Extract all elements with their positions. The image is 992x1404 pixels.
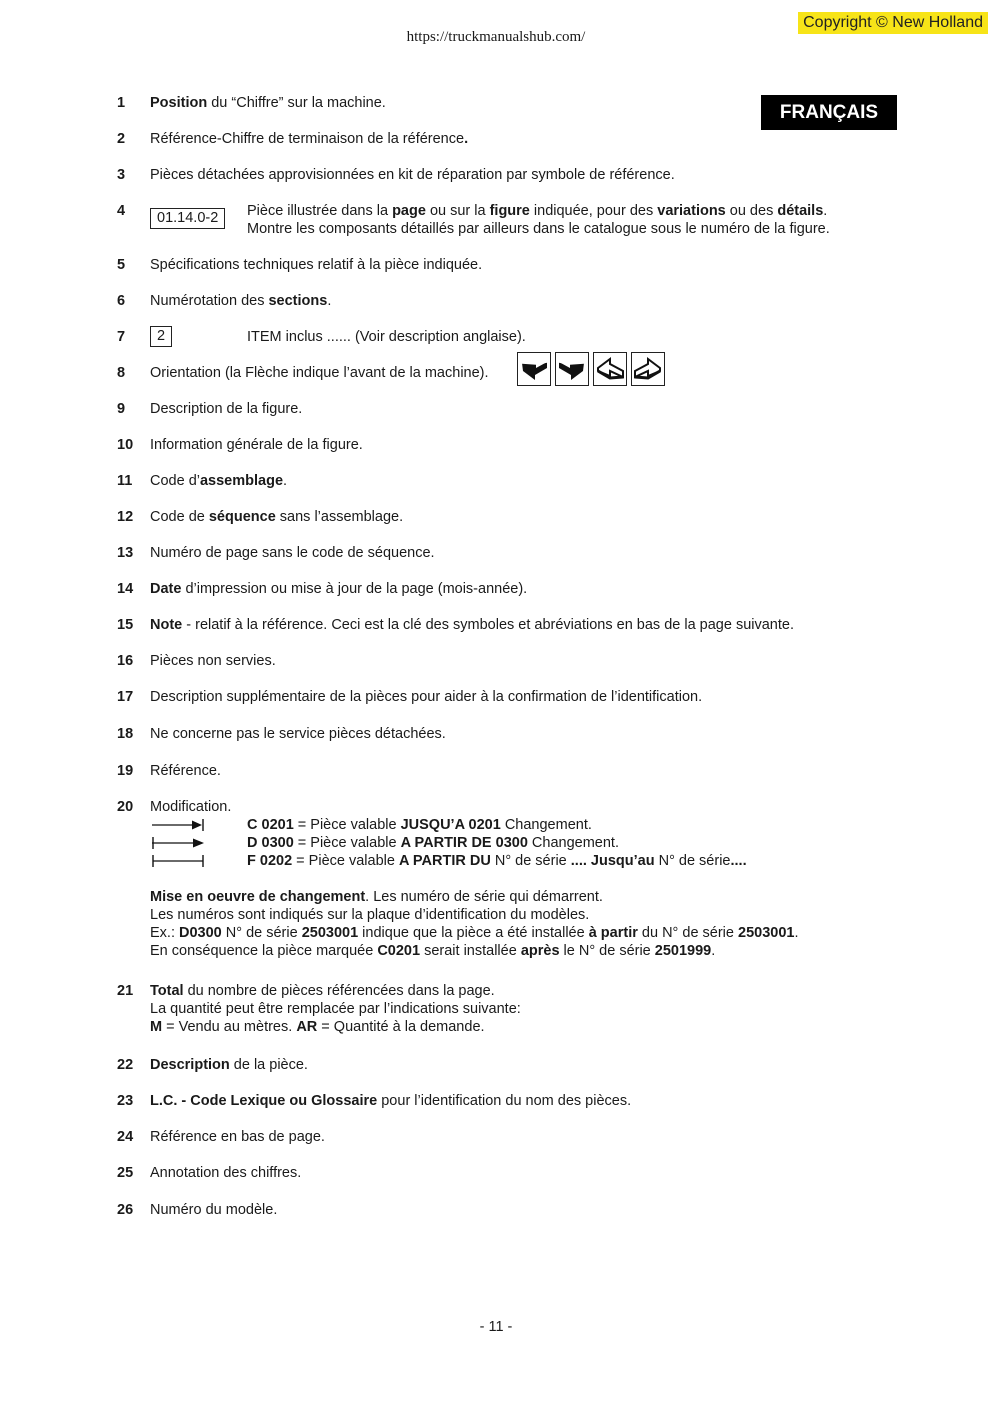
item-number: 4 <box>117 203 126 219</box>
item-number: 23 <box>117 1093 134 1109</box>
item-number: 14 <box>117 581 134 597</box>
item-number: 24 <box>117 1129 134 1145</box>
item-text: Numéro de page sans le code de séquence. <box>150 545 435 561</box>
box-arrow-up-right-icon <box>631 352 665 386</box>
item-number: 17 <box>117 689 134 705</box>
item-text: Description de la pièce. <box>150 1057 308 1073</box>
item-number: 21 <box>117 983 134 999</box>
item-text: Pièces détachées approvisionnées en kit de réparation par symbole de référence. <box>150 167 675 183</box>
item-text: Orientation (la Flèche indique l’avant de la machine). <box>150 365 489 381</box>
item-text: Total du nombre de pièces référencées dans la page. La quantité peut être remplacée par l’indications suivante: M = Vendu au mètres. AR = Quantité à la demande. <box>150 983 521 1035</box>
item-number: 19 <box>117 763 134 779</box>
item-number: 26 <box>117 1202 134 1218</box>
language-badge: FRANÇAIS <box>761 95 897 130</box>
item-text: Annotation des chiffres. <box>150 1165 302 1181</box>
arrow-to-bar-icon <box>152 819 206 831</box>
box-arrow-down-right-icon <box>517 352 551 386</box>
item-number: 22 <box>117 1057 134 1073</box>
page-number: - 11 - <box>479 1319 513 1335</box>
item-number: 25 <box>117 1165 134 1181</box>
item-number: 11 <box>117 473 133 489</box>
item-text: Description de la figure. <box>150 401 303 417</box>
bar-line-bar-icon <box>152 855 206 867</box>
item-text: Information générale de la figure. <box>150 437 363 453</box>
item-text: Numérotation des sections. <box>150 293 332 309</box>
item-text: Code d’assemblage. <box>150 473 288 489</box>
item-text: Modification. <box>150 799 232 815</box>
item-number: 3 <box>117 167 126 183</box>
item-number: 16 <box>117 653 134 669</box>
item-number: 8 <box>117 365 126 381</box>
item-number: 15 <box>117 617 134 633</box>
item-text: Ne concerne pas le service pièces détachées. <box>150 726 446 742</box>
item-text: Note - relatif à la référence. Ceci est la clé des symboles et abréviations en bas de la page suivante. <box>150 617 794 633</box>
item-number: 10 <box>117 437 134 453</box>
item-number: 5 <box>117 257 126 273</box>
item-number: 2 <box>117 131 126 147</box>
box-arrow-up-left-icon <box>593 352 627 386</box>
item-text: L.C. - Code Lexique ou Glossaire pour l’identification du nom des pièces. <box>150 1093 632 1109</box>
copyright-label: Copyright © New Holland <box>798 12 988 34</box>
item-number: 12 <box>117 509 134 525</box>
box-arrow-down-left-icon <box>555 352 589 386</box>
orientation-arrows <box>517 352 665 386</box>
item-number: 18 <box>117 726 134 742</box>
item-text: Description supplémentaire de la pièces pour aider à la confirmation de l’identification. <box>150 689 703 705</box>
item-text: Référence. <box>150 763 221 779</box>
figure-ref-box: 01.14.0-2 <box>150 208 225 229</box>
item-text: Pièce illustrée dans la page ou sur la figure indiquée, pour des variations ou des détails. Montre les composants détaillés par ailleurs dans le catalogue sous le numéro de la figure. <box>247 203 830 237</box>
item-text: Spécifications techniques relatif à la pièce indiquée. <box>150 257 483 273</box>
item-number: 6 <box>117 293 126 309</box>
item-text: Numéro du modèle. <box>150 1202 278 1218</box>
arrow-right-icon <box>152 837 206 849</box>
item-number: 1 <box>117 95 126 111</box>
item-text: Pièces non servies. <box>150 653 276 669</box>
item-text: Code de séquence sans l’assemblage. <box>150 509 404 525</box>
item-qty-box: 2 <box>150 326 172 347</box>
item-text: Référence en bas de page. <box>150 1129 325 1145</box>
modification-explanation: Mise en oeuvre de changement. Les numéro de série qui démarrent. Les numéros sont indiqués sur la plaque d’identification du modèles. Ex.: D0300 N° de série 2503001 indique que la pièce a été installée à partir du N° de série 2503001. En conséquence la pièce marquée C0201 serait installée après le N° de série 2501999. <box>150 889 799 959</box>
modification-row: C 0201 = Pièce valable JUSQU’A 0201 Changement. <box>150 816 890 834</box>
item-text: Date d’impression ou mise à jour de la page (mois-année). <box>150 581 528 597</box>
item-number: 13 <box>117 545 134 561</box>
item-text: Position du “Chiffre” sur la machine. <box>150 95 386 111</box>
item-text: ITEM inclus ...... (Voir description anglaise). <box>247 329 526 345</box>
modification-row: D 0300 = Pièce valable A PARTIR DE 0300 Changement. <box>150 834 890 852</box>
item-number: 20 <box>117 799 134 815</box>
item-number: 7 <box>117 329 126 345</box>
item-number: 9 <box>117 401 126 417</box>
header-url: https://truckmanualshub.com/ <box>406 29 586 45</box>
item-text: Référence-Chiffre de terminaison de la référence. <box>150 131 469 147</box>
modification-row: F 0202 = Pièce valable A PARTIR DU N° de série .... Jusqu’au N° de série.... <box>150 852 890 870</box>
